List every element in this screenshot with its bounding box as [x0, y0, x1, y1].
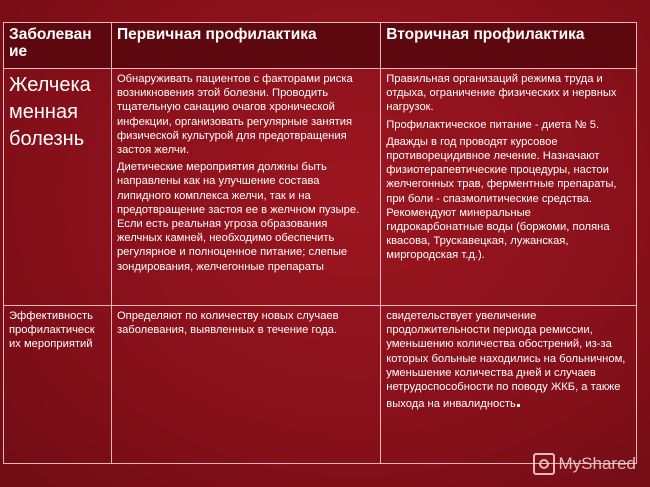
secondary-effectiveness-end: . — [515, 390, 522, 413]
row-label-effectiveness: Эффективность профилактическ их мероприятий — [4, 306, 112, 464]
myshared-logo-icon — [533, 453, 555, 475]
row-label-disease: Желчека менная болезнь — [4, 69, 112, 306]
secondary-paragraph: Правильная организаций режима труда и отдыха, ограничение физических и нервных нагрузок. — [386, 73, 617, 114]
secondary-paragraph: Профилактическое питание - диета № 5. — [386, 118, 600, 131]
primary-paragraph: Обнаруживать пациентов с факторами риска возникновения этой болезни. Проводить тщательную санацию очагов хронической инфекции, организовать регулярные занятия физической культурой для предотвращения застоя желчи. — [116, 73, 353, 157]
myshared-watermark — [533, 453, 636, 475]
header-primary: Первичная профилактика — [111, 23, 380, 69]
cell-secondary-prevention — [381, 69, 637, 306]
table-header-row — [4, 23, 637, 69]
table-row — [4, 69, 637, 306]
secondary-effectiveness-text: свидетельствует увеличение продолжительности периода ремиссии, уменьшению количества обострений, из-за которых больные находились на больничном, уменьшение количества дней и случаев нетрудоспособности по поводу ЖКБ, а также выхода на инвалидность — [386, 310, 626, 411]
cell-secondary-effectiveness — [381, 306, 637, 464]
header-secondary: Вторичная профилактика — [381, 23, 637, 69]
header-disease: Заболеван ие — [4, 23, 112, 69]
cell-primary-effectiveness: Определяют по количеству новых случаев заболевания, выявленных в течение года. — [111, 306, 380, 464]
watermark-text: MyShared — [558, 454, 636, 473]
table-row — [4, 306, 637, 464]
prevention-table — [3, 22, 637, 464]
cell-primary-prevention — [111, 69, 380, 306]
primary-paragraph: Диетические мероприятия должны быть направлены как на улучшение состава липидного комплекса желчи, так и на предотвращение застоя ее в желчном пузыре. Если есть реальная угроза образования желчных камней, необходимо обеспечить регулярное и полноценное питание; слепые зондирования, желчегонные препараты — [116, 161, 360, 273]
secondary-paragraph: Дважды в год проводят курсовое противорецидивное лечение. Назначают физиотерапевтические процедуры, настои желчегонных трав, ферментные препараты, при боли - спазмолитические средства. Рекомендуют минеральные гидрокарбонатные воды (боржоми, поляна квасова, Трускавецкая, лужанская, миргородская т.д.). — [386, 135, 617, 262]
